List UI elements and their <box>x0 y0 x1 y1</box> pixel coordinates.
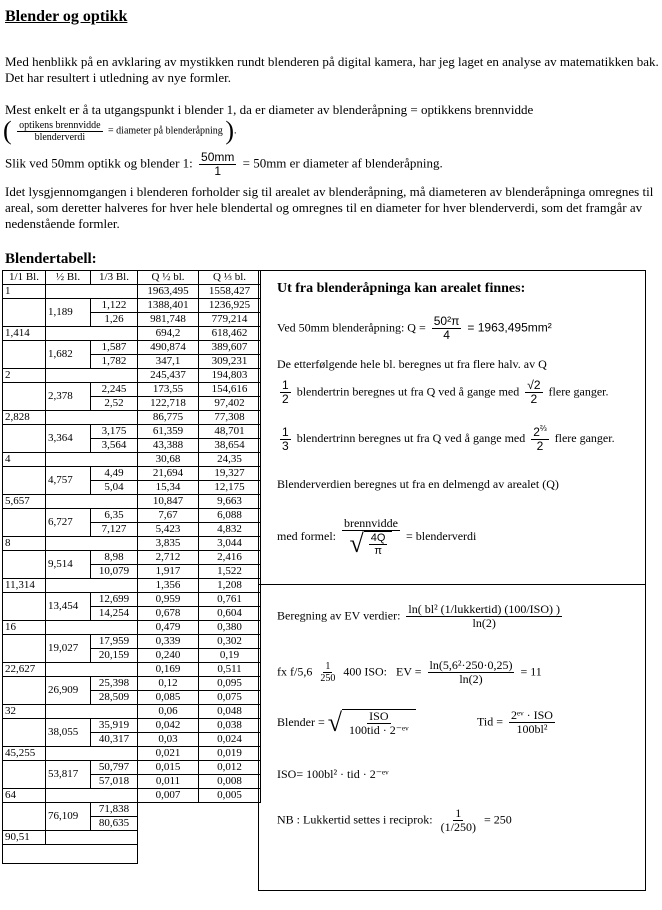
third-stop-cell: 5,04 <box>91 481 138 495</box>
q-half-cell: 347,1 <box>138 355 199 369</box>
q-third-cell: 0,075 <box>199 691 261 705</box>
q-third-cell: 194,803 <box>199 369 261 383</box>
q-half-cell: 30,68 <box>138 453 199 467</box>
empty-cell <box>3 677 46 705</box>
empty-cell <box>46 705 138 719</box>
tid-formula: Tid = $\frac{\text{2ᵉᵛ · ISO}}{\text{100bl²}}$ <box>477 708 553 737</box>
q-half-cell: 245,437 <box>138 369 199 383</box>
q-half-cell: 0,479 <box>138 621 199 635</box>
empty-cell <box>46 621 138 635</box>
q-half-cell: 0,03 <box>138 733 199 747</box>
ev-formula: Beregning av EV verdier: $\frac{\text{ln( bl² (1/lukkertid) (100/ISO) )}}{\ln(2)}$ <box>277 602 560 631</box>
q-third-cell: 12,175 <box>199 481 261 495</box>
third-stop-cell: 4,49 <box>91 467 138 481</box>
third-stop-cell: 2,52 <box>91 397 138 411</box>
q-third-cell: 48,701 <box>199 425 261 439</box>
full-stop-cell: 2,828 <box>3 411 46 425</box>
formula-panel-ev <box>258 584 646 891</box>
q-half-cell: 3,835 <box>138 537 199 551</box>
third-stop-cell: 25,398 <box>91 677 138 691</box>
table-row <box>3 369 261 383</box>
q-third-cell: 4,832 <box>199 523 261 537</box>
empty-cell <box>46 285 138 299</box>
q-half-cell: 0,021 <box>138 747 199 761</box>
third-stop-cell: 6,35 <box>91 509 138 523</box>
full-stop-cell: 32 <box>3 705 46 719</box>
table-row <box>3 551 261 565</box>
half-stop-formula: $\frac{1}{2}$ blendertrin beregnes ut fra Q ved å gange med $\frac{√2}{2}$ flere ganger. <box>282 378 609 407</box>
q-third-cell: 38,654 <box>199 439 261 453</box>
empty-cell <box>3 635 46 663</box>
table-header-row: 1/1 Bl. ½ Bl. 1/3 Bl. Q ½ bl. Q ⅓ bl. <box>3 271 261 285</box>
table-row <box>3 509 261 523</box>
q-half-cell: 0,240 <box>138 649 199 663</box>
q-third-cell: 0,008 <box>199 775 261 789</box>
q-third-cell: 6,088 <box>199 509 261 523</box>
paren-close: ) <box>225 116 234 145</box>
q-third-cell: 1,522 <box>199 565 261 579</box>
aperture-value-note: Blenderverdien beregnes ut fra en delmengd av arealet (Q) <box>277 477 559 491</box>
q-half-cell: 0,007 <box>138 789 199 803</box>
intro-paragraph-1: Med henblikk på en avklaring av mystikken rundt blenderen på digital kamera, har jeg laget en analyse av matematikken bak. Det har resultert i utledning av nye formler. <box>5 54 659 85</box>
table-row <box>3 579 261 593</box>
q-third-cell: 19,327 <box>199 467 261 481</box>
table-row <box>3 425 261 439</box>
table-row <box>3 719 261 733</box>
third-stop-formula: $\frac{1}{3}$ blendertrinn beregnes ut fra Q ved å gange med $\frac{2^{\frac{2}{3}}}{2}$ flere ganger. <box>282 424 615 454</box>
full-stop-cell: 2 <box>3 369 46 383</box>
third-stop-cell: 3,175 <box>91 425 138 439</box>
empty-cell <box>46 369 138 383</box>
empty-cell <box>3 383 46 411</box>
q-half-cell: 0,042 <box>138 719 199 733</box>
table-row <box>3 285 261 299</box>
half-stop-cell: 53,817 <box>46 761 91 789</box>
q-half-cell: 0,12 <box>138 677 199 691</box>
q-half-cell: 1,917 <box>138 565 199 579</box>
iso-formula: ISO= 100bl² · tid · 2⁻ᵉᵛ <box>277 767 389 781</box>
q-third-cell: 3,044 <box>199 537 261 551</box>
table-row <box>3 635 261 649</box>
q-third-cell: 1,208 <box>199 579 261 593</box>
full-stop-cell: 1,414 <box>3 327 46 341</box>
empty-cell <box>3 341 46 369</box>
q-half-cell: 0,011 <box>138 775 199 789</box>
q-half-cell: 7,67 <box>138 509 199 523</box>
empty-cell <box>46 495 138 509</box>
third-stop-cell: 80,635 <box>91 817 138 831</box>
q-half-cell: 2,712 <box>138 551 199 565</box>
q-half-cell: 0,06 <box>138 705 199 719</box>
q-half-cell: 5,423 <box>138 523 199 537</box>
full-stop-cell: 1 <box>3 285 46 299</box>
table-row <box>3 537 261 551</box>
table-row <box>3 747 261 761</box>
table-row <box>3 761 261 775</box>
q-third-cell: 0,019 <box>199 747 261 761</box>
q-third-cell: 0,095 <box>199 677 261 691</box>
third-stop-cell: 50,797 <box>91 761 138 775</box>
table-row <box>3 593 261 607</box>
q-third-cell: 2,416 <box>199 551 261 565</box>
q-half-cell: 0,678 <box>138 607 199 621</box>
table-row <box>3 845 261 864</box>
q-third-cell: 1558,427 <box>199 285 261 299</box>
table-row <box>3 621 261 635</box>
aperture-value-formula: med formel: brennvidde √ $\frac{4Q}{\pi}$ = blenderverdi <box>277 516 477 559</box>
full-stop-note: De etterfølgende hele bl. beregnes ut fra flere halv. av Q <box>277 357 547 371</box>
q-third-cell: 0,005 <box>199 789 261 803</box>
shutter-reciprocal-note: NB : Lukkertid settes i reciprok: $\frac{1}{(1/250)}$ = 250 <box>277 806 512 835</box>
half-stop-cell: 38,055 <box>46 719 91 747</box>
third-stop-cell: 12,699 <box>91 593 138 607</box>
third-stop-cell: 1,26 <box>91 313 138 327</box>
empty-cell <box>3 719 46 747</box>
q-third-cell: 0,604 <box>199 607 261 621</box>
q-half-cell: 0,169 <box>138 663 199 677</box>
half-stop-cell: 2,378 <box>46 383 91 411</box>
third-stop-cell: 10,079 <box>91 565 138 579</box>
empty-cell <box>46 747 138 761</box>
third-stop-cell: 40,317 <box>91 733 138 747</box>
table-row <box>3 327 261 341</box>
q-third-cell: 154,616 <box>199 383 261 397</box>
panel-heading: Ut fra blenderåpninga kan arealet finnes: <box>277 281 526 296</box>
table-row <box>3 467 261 481</box>
q-third-cell: 0,302 <box>199 635 261 649</box>
q-third-cell: 0,012 <box>199 761 261 775</box>
half-stop-cell: 76,109 <box>46 803 91 831</box>
table-heading: Blendertabell: <box>5 251 97 267</box>
table-row <box>3 663 261 677</box>
full-stop-cell: 11,314 <box>3 579 46 593</box>
empty-cell <box>46 453 138 467</box>
q-third-cell: 389,607 <box>199 341 261 355</box>
table-row <box>3 299 261 313</box>
half-stop-cell: 1,189 <box>46 299 91 327</box>
empty-cell <box>46 327 138 341</box>
table-row <box>3 411 261 425</box>
formula-example-50mm: Slik ved 50mm optikk og blender 1: $\frac{50mm}{1}$ = 50mm er diameter af blenderåpning. <box>5 150 443 179</box>
table-row <box>3 495 261 509</box>
table-row <box>3 831 261 845</box>
q-half-cell: 0,339 <box>138 635 199 649</box>
third-stop-cell: 35,919 <box>91 719 138 733</box>
q-third-cell: 779,214 <box>199 313 261 327</box>
q-third-cell: 0,024 <box>199 733 261 747</box>
q-third-cell: 0,511 <box>199 663 261 677</box>
third-stop-cell: 20,159 <box>91 649 138 663</box>
aperture-table <box>2 270 261 864</box>
q-half-cell: 43,388 <box>138 439 199 453</box>
empty-cell <box>3 299 46 327</box>
third-stop-cell: 28,509 <box>91 691 138 705</box>
full-stop-cell: 45,255 <box>3 747 46 761</box>
blender-formula: Blender = √ $\frac{\text{ISO}}{\text{100tid · 2⁻ᵉᵛ}}$ <box>277 709 416 737</box>
half-stop-cell: 6,727 <box>46 509 91 537</box>
formula-brennvidde: ( $\frac{\text{optikens brennvidde}}{\text{blenderverdi}}$ = diameter på blenderåpning ). <box>3 116 237 145</box>
third-stop-cell: 14,254 <box>91 607 138 621</box>
q-half-cell: 10,847 <box>138 495 199 509</box>
third-stop-cell: 71,838 <box>91 803 138 817</box>
q-half-cell: 1,356 <box>138 579 199 593</box>
q-half-cell: 0,015 <box>138 761 199 775</box>
q-half-cell: 490,874 <box>138 341 199 355</box>
third-stop-cell: 17,959 <box>91 635 138 649</box>
q-half-cell: 122,718 <box>138 397 199 411</box>
paren-open: ( <box>3 116 12 145</box>
ev-example: fx f/5,6 $\frac{1}{250}$ 400 ISO: EV = $\frac{\text{ln(5,6²·250·0,25)}}{\ln(2)}$ = 11 <box>277 658 542 687</box>
empty-cell <box>46 789 138 803</box>
q-third-cell: 618,462 <box>199 327 261 341</box>
table-row <box>3 341 261 355</box>
empty-cell <box>46 663 138 677</box>
full-stop-cell: 64 <box>3 789 46 803</box>
q-third-cell: 0,038 <box>199 719 261 733</box>
empty-cell <box>3 551 46 579</box>
q-third-cell: 0,761 <box>199 593 261 607</box>
full-stop-cell: 5,657 <box>3 495 46 509</box>
half-stop-cell: 26,909 <box>46 677 91 705</box>
half-stop-cell: 3,364 <box>46 425 91 453</box>
table-row <box>3 789 261 803</box>
empty-cell <box>3 803 46 831</box>
q-third-cell: 0,048 <box>199 705 261 719</box>
table-row <box>3 383 261 397</box>
q-third-cell: 0,380 <box>199 621 261 635</box>
empty-cell <box>3 509 46 537</box>
half-stop-cell: 1,682 <box>46 341 91 369</box>
q-third-cell: 24,35 <box>199 453 261 467</box>
half-stop-cell: 9,514 <box>46 551 91 579</box>
page-title: Blender og optikk <box>5 8 128 25</box>
empty-cell <box>46 831 138 845</box>
q-half-cell: 15,34 <box>138 481 199 495</box>
empty-cell <box>3 467 46 495</box>
q-half-cell: 981,748 <box>138 313 199 327</box>
empty-cell <box>3 425 46 453</box>
q-third-cell: 0,19 <box>199 649 261 663</box>
full-stop-cell: 16 <box>3 621 46 635</box>
empty-cell <box>3 761 46 789</box>
half-stop-cell: 19,027 <box>46 635 91 663</box>
q-third-cell: 1236,925 <box>199 299 261 313</box>
intro-paragraph-4: Idet lysgjennomgangen i blenderen forholder sig til arealet av blenderåpning, må diameteren av blenderåpninga omregnes til areal, som deretter halveres for hver hele blendertal og omregnes til en diameter for hver blenderverdi, som det framgår av nedenstående formler. <box>5 184 654 231</box>
half-stop-cell: 4,757 <box>46 467 91 495</box>
q-half-cell: 0,085 <box>138 691 199 705</box>
q-half-cell: 21,694 <box>138 467 199 481</box>
table-row <box>3 453 261 467</box>
area-formula: Ved 50mm blenderåpning: Q = $\frac{\text{50²π}}{4}$ = 1963,495mm² <box>277 314 552 343</box>
empty-cell <box>46 537 138 551</box>
q-half-cell: 1963,495 <box>138 285 199 299</box>
third-stop-cell: 7,127 <box>91 523 138 537</box>
q-half-cell: 0,959 <box>138 593 199 607</box>
full-stop-cell: 22,627 <box>3 663 46 677</box>
empty-cell <box>3 593 46 621</box>
q-half-cell: 61,359 <box>138 425 199 439</box>
empty-cell <box>46 579 138 593</box>
q-half-cell: 694,2 <box>138 327 199 341</box>
full-stop-cell: 4 <box>3 453 46 467</box>
full-stop-cell: 8 <box>3 537 46 551</box>
table-row <box>3 705 261 719</box>
third-stop-cell: 8,98 <box>91 551 138 565</box>
third-stop-cell: 57,018 <box>91 775 138 789</box>
third-stop-cell: 1,782 <box>91 355 138 369</box>
empty-cell <box>46 411 138 425</box>
formula-panel-area <box>258 270 646 585</box>
full-stop-cell: 90,51 <box>3 831 46 845</box>
third-stop-cell: 1,587 <box>91 341 138 355</box>
half-stop-cell: 13,454 <box>46 593 91 621</box>
q-third-cell: 77,308 <box>199 411 261 425</box>
intro-paragraph-2: Mest enkelt er å ta utgangspunkt i blender 1, da er diameter av blenderåpning = optikkens brennvidde <box>5 102 534 117</box>
q-third-cell: 309,231 <box>199 355 261 369</box>
table-row <box>3 803 261 817</box>
empty-cell <box>3 845 138 864</box>
q-half-cell: 1388,401 <box>138 299 199 313</box>
third-stop-cell: 2,245 <box>91 383 138 397</box>
q-third-cell: 9,663 <box>199 495 261 509</box>
third-stop-cell: 3,564 <box>91 439 138 453</box>
q-half-cell: 173,55 <box>138 383 199 397</box>
table-row <box>3 677 261 691</box>
q-half-cell: 86,775 <box>138 411 199 425</box>
q-third-cell: 97,402 <box>199 397 261 411</box>
third-stop-cell: 1,122 <box>91 299 138 313</box>
